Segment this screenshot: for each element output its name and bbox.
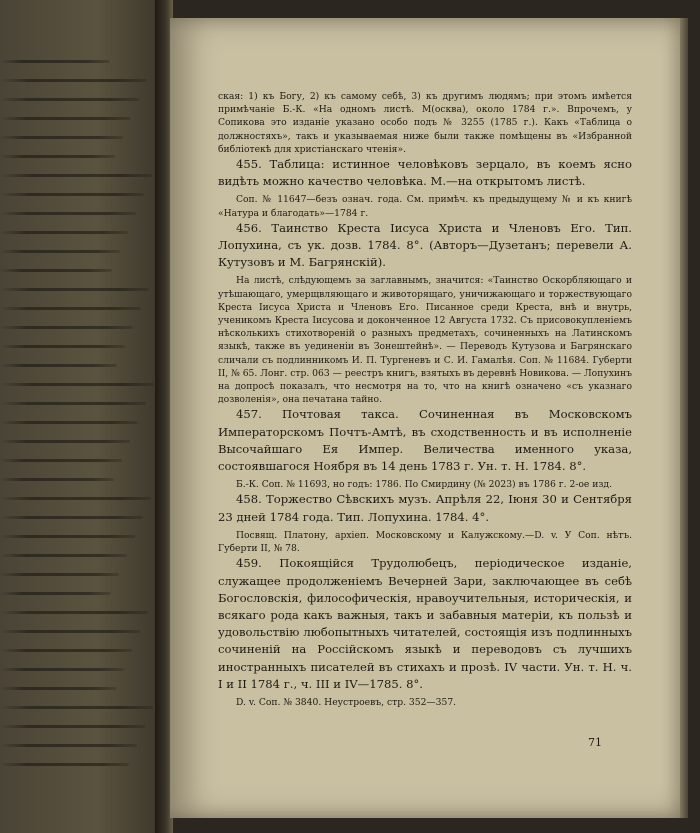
entry-block-b1: ская: 1) къ Богу, 2) къ самому себѣ, 3) къ другимъ людямъ; при этомъ имѣется примѣчаніе Б.-К. «На одномъ листѣ. М(осква), около 1784 г.». Впрочемъ, у Сопикова это изданіе указано особо подъ № 3255 (1785 г.). Какъ «Таблица о должностяхъ», такъ и указываемая ниже были также помѣщены въ «Избранной библіотекѣ для христіанскаго чтенія». [218,91,632,155]
left-page-blur-line [0,250,120,253]
left-page-facing [0,0,160,833]
left-page-blur-line [0,269,112,272]
left-page-blur-line [0,193,144,196]
entry-block-b9: Посвящ. Платону, архіеп. Московскому и Калужскому.—D. v. У Соп. нѣтъ. Губерти II, № 78. [218,529,632,555]
left-page-blur-line [0,326,133,329]
left-page-blur-line [0,421,138,424]
left-page-blur-line [0,611,148,614]
page-body [218,90,632,709]
left-page-blur-line [0,212,136,215]
entry-block-b4: 456. Таинство Креста Іисуса Христа и Членовъ Его. Тип. Лопухина, съ ук. дозв. 1784. 8°. (Авторъ—Дузетанъ; перевели А. Кутузовъ и М. Багрянскій). [218,220,632,270]
left-page-blur-line [0,459,122,462]
left-page-blur-line [0,516,143,519]
left-page-blur-line [0,687,116,690]
left-page-blur-line [0,383,154,386]
left-page-blur-line [0,573,119,576]
left-page-blur-line [0,231,128,234]
left-page-blur-line [0,763,129,766]
left-page-blur-line [0,307,141,310]
left-page-blur-line [0,79,147,82]
entry-block-b7: Б.-К. Соп. № 11693, но годъ: 1786. По Смирдину (№ 2023) въ 1786 г. 2-ое изд. [236,479,613,491]
left-page-blur-line [0,117,131,120]
left-page-blur-line [0,478,114,481]
left-page-blur-line [0,60,110,63]
left-page-blur-line [0,497,151,500]
left-page-blur-line [0,288,149,291]
left-page-blur-line [0,440,130,443]
left-page-blur-line [0,668,124,671]
left-page-text-blur [0,60,160,782]
left-page-blur-line [0,592,111,595]
left-page-blur-line [0,649,132,652]
right-page [170,18,680,818]
left-page-blur-line [0,725,145,728]
left-page-blur-line [0,364,117,367]
left-page-blur-line [0,630,140,633]
left-page-blur-line [0,345,125,348]
left-page-blur-line [0,155,115,158]
page-number: 71 [588,736,602,749]
left-page-blur-line [0,554,127,557]
left-page-blur-line [0,402,146,405]
left-page-blur-line [0,535,135,538]
entry-block-b3: Соп. № 11647—безъ означ. года. См. примѣч. къ предыдущему № и къ книгѣ «Натура и благодать»—1784 г. [218,194,632,219]
entry-block-b5: На листѣ, слѣдующемъ за заглавнымъ, значится: «Таинство Оскорбляющаго и утѣшающаго, умерщвляющаго и животорящаго, уничижающаго и торжествующаго Креста Іисуса Христа и Членовъ Его. Писанное среди Креста, внѣ и внутрь, ученикомъ Креста Іисусова и доконченное 12 Августа 1732. Съ присовокупленіемъ нѣсколькихъ стихотвореній о разныхъ предметахъ, сочиненныхъ на Латинскомъ языкѣ, также въ уединеніи въ Зонештейнѣ». — Переводъ Кутузова и Багрянскаго сличали съ подлинникомъ И. П. Тургеневъ и С. И. Гамалѣя. Соп. № 11684. Губерти II, № 65. Лонг. стр. 063 — реестръ книгъ, взятыхъ въ деревнѣ Новикова. — Лопухинъ на допросѣ показалъ, что несмотря на то, что на книгѣ означено «съ указнаго дозволенія», она печатана тайно. [218,275,632,406]
left-page-blur-line [0,706,153,709]
entry-block-b2: 455. Таблица: истинное человѣковъ зерцало, въ коемъ ясно видѣть можно качество человѣка. М.—на открытомъ листѣ. [218,157,632,189]
left-page-blur-line [0,744,137,747]
entry-block-b8: 458. Торжество Сѣвскихъ музъ. Апрѣля 22, Іюня 30 и Сентября 23 дней 1784 года. Тип. Лопухина. 1784. 4°. [218,492,632,524]
left-page-blur-line [0,174,152,177]
left-page-blur-line [0,98,139,101]
entry-block-b11: D. v. Соп. № 3840. Неустроевъ, стр. 352—357. [236,696,457,708]
left-page-blur-line [0,136,123,139]
entry-block-b10: 459. Покоящійся Трудолюбецъ, періодическое изданіе, служащее продолженіемъ Вечерней Зари, заключающее въ себѣ Богословскія, философическія, нравоучительныя, историческія, и всякаго рода какъ важныя, такъ и забавныя матеріи, къ пользѣ и удовольствію любопытныхъ читателей, состоящія изъ подлинныхъ сочиненій на Россійскомъ языкѣ и переводовъ съ лучшихъ иностранныхъ писателей въ стихахъ и прозѣ. IV части. Ун. т. Н. ч. I и II 1784 г., ч. III и IV—1785. 8°. [218,556,632,691]
entry-block-b6: 457. Почтовая такса. Сочиненная въ Московскомъ Императорскомъ Почтъ-Амтѣ, въ сходственность и въ исполненіе Высочайшаго Ея Импер. Величества именного указа, состоявшагося Ноября въ 14 день 1783 г. Ун. т. Н. 1784. 8°. [218,407,632,474]
